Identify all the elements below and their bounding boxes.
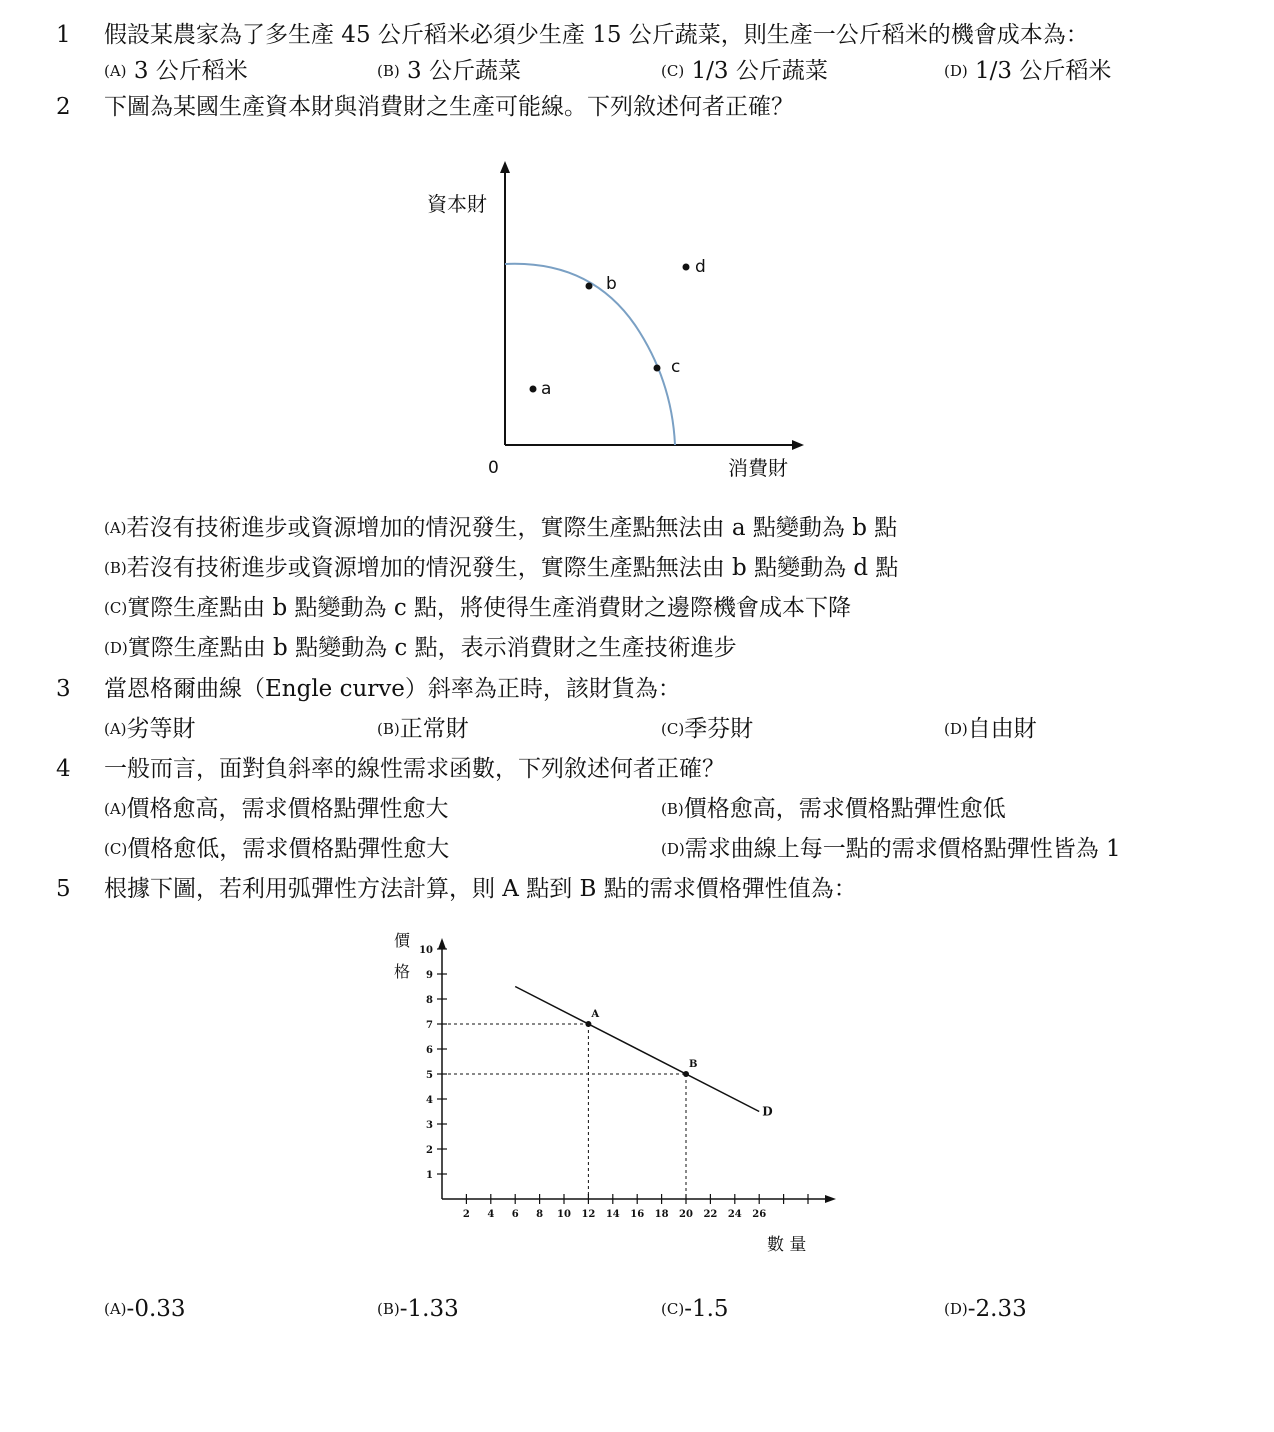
y-tick-label: 7	[426, 1020, 433, 1031]
option-text: 1/3 公斤稻米	[967, 58, 1112, 84]
question-4-text: 一般而言，面對負斜率的線性需求函數，下列敘述何者正確？	[104, 756, 725, 782]
option-letter: (B)	[377, 62, 400, 80]
option-text: 實際生產點由 b 點變動為 c 點，表示消費財之生產技術進步	[127, 635, 737, 661]
option-letter: (D)	[944, 62, 968, 80]
option-letter: (B)	[104, 559, 127, 577]
option-text: -2.33	[967, 1296, 1027, 1322]
question-1-text: 假設某農家為了多生產 45 公斤稻米必須少生產 15 公斤蔬菜，則生產一公斤稻米的機會成本為：	[104, 22, 1089, 48]
ppf-y-label: 資本財	[427, 192, 487, 216]
question-2-text: 下圖為某國生產資本財與消費財之生產可能線。下列敘述何者正確？	[104, 94, 794, 120]
y-tick-label: 10	[419, 945, 433, 956]
option-letter: (A)	[104, 62, 127, 80]
option-text: 正常財	[399, 716, 469, 742]
option-text: 價格愈高，需求價格點彈性愈大	[126, 796, 449, 822]
ppf-point-c-label: c	[671, 357, 681, 377]
demand-line-label: D	[762, 1104, 773, 1119]
x-tick-label: 20	[679, 1209, 693, 1220]
x-tick-label: 24	[727, 1209, 742, 1220]
ppf-y-arrow	[500, 161, 510, 173]
demand-y-label-char-1: 價	[394, 931, 411, 950]
question-5-number: 5	[56, 876, 71, 902]
y-tick-label: 1	[426, 1170, 433, 1181]
option-letter: (C)	[104, 599, 128, 617]
q2-option-c[interactable]	[104, 593, 851, 625]
option-letter: (B)	[377, 720, 400, 738]
option-letter: (C)	[661, 720, 685, 738]
option-text: 劣等財	[126, 716, 196, 742]
y-tick-label: 4	[426, 1095, 433, 1106]
option-text: 自由財	[967, 716, 1037, 742]
option-text: -0.33	[126, 1296, 186, 1322]
option-text: 1/3 公斤蔬菜	[684, 58, 828, 84]
demand-y-arrow	[438, 938, 446, 949]
ppf-curve	[505, 264, 675, 445]
x-tick-label: 16	[630, 1209, 645, 1220]
y-tick-label: 8	[426, 995, 433, 1006]
option-letter: (D)	[944, 1300, 968, 1318]
q4-option-a[interactable]	[104, 794, 449, 826]
q4-option-c[interactable]	[104, 834, 449, 866]
question-1-number: 1	[56, 22, 71, 48]
q3-option-c[interactable]	[661, 714, 753, 746]
x-tick-label: 18	[654, 1209, 669, 1220]
q2-option-d[interactable]	[104, 633, 737, 665]
option-text: 價格愈高，需求價格點彈性愈低	[683, 796, 1006, 822]
x-tick-label: 26	[752, 1209, 767, 1220]
y-tick-label: 6	[426, 1045, 433, 1056]
option-letter: (C)	[661, 1300, 685, 1318]
x-tick-label: 14	[605, 1209, 620, 1220]
x-tick-label: 22	[703, 1209, 718, 1220]
q4-option-d[interactable]	[661, 834, 1121, 866]
y-tick-label: 5	[426, 1070, 433, 1081]
x-tick-label: 10	[557, 1209, 571, 1220]
x-tick-label: 12	[581, 1209, 596, 1220]
question-2-number: 2	[56, 94, 71, 120]
point-B	[683, 1071, 689, 1077]
option-letter: (B)	[661, 800, 684, 818]
option-letter: (B)	[377, 1300, 400, 1318]
q2-option-a[interactable]	[104, 513, 897, 545]
option-text: 季芬財	[684, 716, 754, 742]
q3-option-b[interactable]	[377, 714, 469, 746]
ppf-point-c	[654, 365, 661, 372]
point-label-B: B	[689, 1059, 698, 1070]
ppf-x-arrow	[792, 440, 804, 450]
q1-option-c[interactable]	[661, 56, 828, 88]
ppf-point-d	[683, 264, 690, 271]
option-text: 若沒有技術進步或資源增加的情況發生，實際生產點無法由 a 點變動為 b 點	[126, 515, 898, 541]
option-letter: (D)	[104, 639, 128, 657]
ppf-point-d-label: d	[695, 257, 706, 277]
x-tick-label: 6	[511, 1209, 519, 1220]
option-letter: (C)	[661, 62, 685, 80]
option-text: 3 公斤蔬菜	[399, 58, 521, 84]
x-tick-label: 4	[487, 1209, 495, 1220]
demand-x-arrow	[825, 1195, 836, 1203]
option-letter: (A)	[104, 519, 127, 537]
q5-option-b[interactable]	[377, 1294, 459, 1326]
q3-option-a[interactable]	[104, 714, 196, 746]
ppf-x-label: 消費財	[728, 456, 788, 480]
option-letter: (A)	[104, 1300, 127, 1318]
question-3-number: 3	[56, 676, 71, 702]
option-letter: (D)	[944, 720, 968, 738]
q4-option-b[interactable]	[661, 794, 1006, 826]
x-tick-label: 2	[462, 1209, 470, 1220]
ppf-point-a-label: a	[541, 379, 552, 399]
question-5-text: 根據下圖，若利用弧彈性方法計算，則 A 點到 B 點的需求價格彈性值為：	[104, 876, 857, 902]
y-tick-label: 3	[426, 1120, 433, 1131]
ppf-point-a	[530, 386, 537, 393]
point-A	[585, 1021, 591, 1027]
option-text: 價格愈低，需求價格點彈性愈大	[127, 836, 450, 862]
demand-chart	[380, 925, 850, 1265]
option-letter: (D)	[661, 840, 685, 858]
ppf-point-b-label: b	[606, 274, 617, 294]
question-3-text: 當恩格爾曲線（Engle curve）斜率為正時，該財貨為：	[104, 676, 681, 702]
option-text: 實際生產點由 b 點變動為 c 點，將使得生產消費財之邊際機會成本下降	[127, 595, 852, 621]
option-text: -1.33	[399, 1296, 459, 1322]
q5-option-d[interactable]	[944, 1294, 1027, 1326]
demand-line	[515, 987, 759, 1112]
y-tick-label: 2	[426, 1145, 433, 1156]
option-letter: (C)	[104, 840, 128, 858]
ppf-origin-label: 0	[488, 458, 499, 478]
option-text: 3 公斤稻米	[126, 58, 248, 84]
q5-option-a[interactable]	[104, 1294, 186, 1326]
q1-option-a[interactable]	[104, 56, 248, 88]
option-letter: (A)	[104, 720, 127, 738]
option-letter: (A)	[104, 800, 127, 818]
x-tick-label: 8	[536, 1209, 544, 1220]
point-label-A: A	[591, 1009, 600, 1020]
q1-option-d[interactable]	[944, 56, 1111, 88]
option-text: 若沒有技術進步或資源增加的情況發生，實際生產點無法由 b 點變動為 d 點	[126, 555, 899, 581]
demand-y-label-char-2: 格	[394, 962, 411, 981]
option-text: -1.5	[684, 1296, 729, 1322]
option-text: 需求曲線上每一點的需求價格點彈性皆為 1	[684, 836, 1121, 862]
question-4-number: 4	[56, 756, 71, 782]
q2-option-b[interactable]	[104, 553, 898, 585]
q3-option-d[interactable]	[944, 714, 1037, 746]
y-tick-label: 9	[426, 970, 433, 981]
ppf-figure	[410, 155, 820, 490]
ppf-point-b	[586, 283, 593, 290]
q1-option-b[interactable]	[377, 56, 521, 88]
q5-option-c[interactable]	[661, 1294, 729, 1326]
demand-x-label: 數 量	[767, 1235, 807, 1255]
